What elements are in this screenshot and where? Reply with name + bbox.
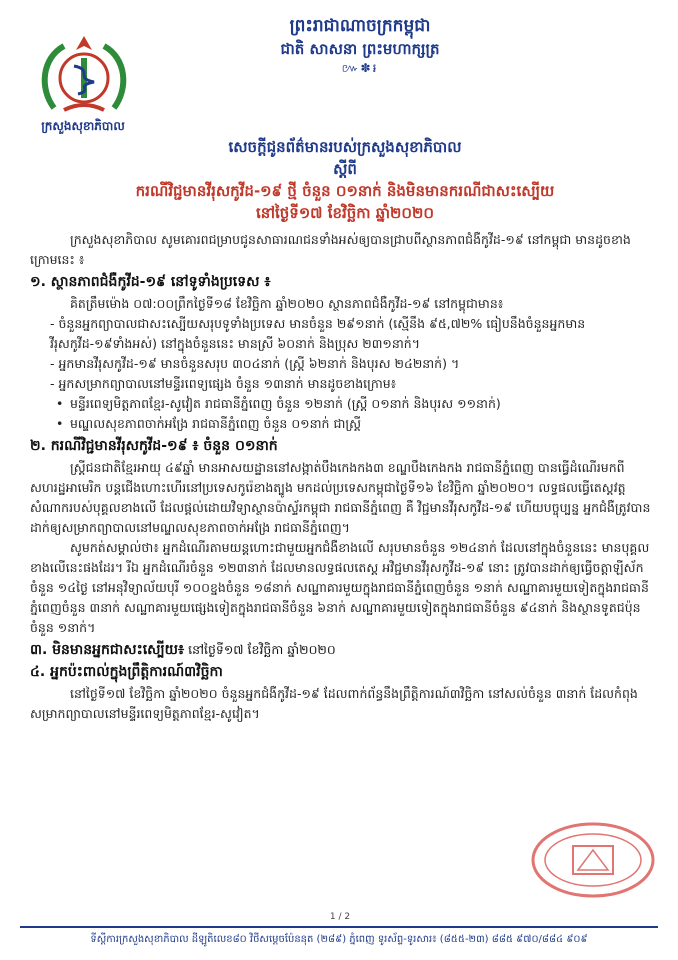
section-2-paragraph-2: សូមកត់សម្គាល់ថា៖ អ្នកដំណើរតាមយន្តហោះជាមួយអ្នកជំងឺខាងលើ សរុបមានចំនួន ១២៤នាក់ ដែលនៅក្នុងចំនួននេះ មានបុគ្គលខាងលើនេះផងដែរ។ រីឯ អ្នកដំណើរចំនួន ១២៣នាក់ ដែលមានលទ្ធផលតេស្ត អវិជ្ជមានវីរុសកូវីដ-១៩ នោះ ត្រូវបានដាក់ឲ្យធ្វើចត្តាឡីស័កចំនួន ១៤ថ្ងៃ នៅអនុវិទ្យាល័យបុរី ១០០ខ្នងចំនួន ១៨នាក់ សណ្ឋាគារមួយក្នុងរាជធានីភ្នំពេញចំនួន ១នាក់ សណ្ឋាគារមួយទៀតក្នុងរាជធានីភ្នំពេញចំនួន ៣នាក់ សណ្ឋាគារមួយផ្សេងទៀតក្នុងរាជធានីចំនួន ៦នាក់ សណ្ឋាគារមួយទៀតក្នុងរាជធានីចំនួន ៩៤នាក់ និងស្ថានទូតជប៉ុនចំនួន ១នាក់។ [30,540,650,635]
footer-divider [20,926,658,928]
kingdom-header [150,14,570,76]
section-4-paragraph: នៅថ្ងៃទី១៧ ខែវិច្ឆិកា ឆ្នាំ២០២០ ចំនួនអ្នកជំងឺកូវីដ-១៩ ដែលពាក់ព័ន្ធនឹងព្រឹត្តិការណ៍៣វិច្ឆិកា នៅសល់ចំនួន ៣នាក់ ដែលកំពុងសម្រាកព្យាបាលនៅមន្ទីរពេទ្យមិត្តភាពខ្មែរ-សូវៀត។ [30,686,638,721]
section-1-paragraph: គិតត្រឹមម៉ោង ០៧:០០ព្រឹកថ្ងៃទី១៨ ខែវិច្ឆិកា ឆ្នាំ២០២០ ស្ថានភាពជំងឺកូវីដ-១៩ នៅកម្ពុជាមាន៖ [70,296,504,311]
section-1-bullet-1: • មន្ទីរពេទ្យមិត្តភាពខ្មែរ-សូវៀត រាជធានីភ្នំពេញ ចំនួន ១២នាក់ (ស្ត្រី ០១នាក់ និងបុរស ១១នាក់) [30,394,656,414]
ministry-logo-icon [34,28,134,118]
section-1-line-1: - ចំនួនអ្នកព្យាបាលជាសះស្បើយសរុបទូទាំងប្រទេស មានចំនួន ២៩១នាក់ (ស្មើនឹង ៩៥,៧២% ធៀបនឹងចំនួនអ្នកមានវីរុសកូវីដ-១៩ទាំងអស់) នៅក្នុងចំនួននេះ មានស្រី ៦០នាក់ និងប្រុស ២៣១នាក់។ [50,316,586,351]
title-line-2: ស្តីពី [333,160,357,178]
section-2-paragraph-1: ស្ត្រីជនជាតិខ្មែរអាយុ ៤៩ឆ្នាំ មានអាសយដ្ឋាននៅសង្កាត់បឹងកេងកង៣ ខណ្ឌបឹងកេងកង រាជធានីភ្នំពេញ បានធ្វើដំណើរមកពីសហរដ្ឋអាមេរិក បន្តជើងហោះហើរនៅប្រទេសកូរ៉េខាងត្បូង មកដល់ប្រទេសកម្ពុជាថ្ងៃទី១៦ ខែវិច្ឆិកា ឆ្នាំ២០២០។ លទ្ធផលធ្វើតេស្តវត្តសំណាករបស់បុគ្គលខាងលើ ដែលផ្តល់ដោយវិទ្យាស្ថានប៉ាស្ទ័រកម្ពុជា រាជធានីភ្នំពេញ គឺ វិជ្ជមានវីរុសកូវីដ-១៩ ហើយបច្ចុប្បន្ន អ្នកជំងឺត្រូវបានដាក់ឲ្យសម្រាកព្យាបាលនៅមណ្ឌលសុខភាពចាក់អង្រែ រាជធានីភ្នំពេញ។ [30,460,651,535]
section-3-title: ៣. មិនមានអ្នកជាសះស្បើយ៖ [30,642,185,658]
section-3-heading [30,640,656,660]
footer-address: ទីស្តីការក្រសួងសុខាភិបាល ដីឡូតិលេខ៨០ វិថីសម្តេចប៉ែននុត (២៨៩) ភ្នំពេញ ទូរស័ព្ទ-ទូរសារ៖ (៨៥៥-២៣) ៨៨៥ ៩៧០/៨៨៤ ៩០៩ [90,934,588,945]
kingdom-motto: ជាតិ សាសនា ព្រះមហាក្សត្រ [280,40,440,58]
section-3-date: នៅថ្ងៃទី១៧ ខែវិច្ឆិកា ឆ្នាំ២០២០ [184,642,336,657]
section-1-heading: ១. ស្ថានភាពជំងឺកូវីដ-១៩ នៅទូទាំងប្រទេស ៖ [30,274,271,290]
title-line-4: នៅថ្ងៃទី១៧ ខែវិច្ឆិកា ឆ្នាំ២០២០ [255,204,435,222]
intro-paragraph: ក្រសួងសុខាភិបាល សូមគោរពជម្រាបជូនសាធារណជនទាំងអស់ឲ្យបានជ្រាបពីស្ថានភាពជំងឺកូវីដ-១៩ នៅកម្ពុជា មានដូចខាងក្រោមនេះ ៖ [30,232,631,267]
header-ornament: ៚✽៛ [341,61,379,75]
page-number: 1 / 2 [329,912,351,922]
document-titles [110,136,580,224]
title-line-3: ករណីវិជ្ជមានវីរុសកូវីដ-១៩ ថ្មី ចំនួន ០១នាក់ និងមិនមានករណីជាសះស្បើយ [135,182,555,200]
section-4-heading: ៤. អ្នកប៉ះពាល់ក្នុងព្រឹត្តិការណ៍៣វិច្ឆិកា [30,664,223,680]
section-1-bullet-2: • មណ្ឌលសុខភាពចាក់អង្រែ រាជធានីភ្នំពេញ ចំនួន ០១នាក់ ជាស្ត្រី [30,414,656,434]
ministry-name: ក្រសួងសុខាភិបាល [41,119,125,133]
title-line-1: សេចក្តីជូនព័ត៌មានរបស់ក្រសួងសុខាភិបាល [228,138,462,156]
section-2-heading: ២. ករណីវិជ្ជមានវីរុសកូវីដ-១៩ ៖ ចំនួន ០១នាក់ [30,438,278,454]
section-1-line-3: - អ្នកសម្រាកព្យាបាលនៅមន្ទីរពេទ្យផ្សេង ចំនួន ១៣នាក់ មានដូចខាងក្រោម៖ [50,376,397,391]
section-1-line-2: - អ្នកមានវីរុសកូវីដ-១៩ មានចំនួនសរុប ៣០៤នាក់ (ស្ត្រី ៦២នាក់ និងបុរស ២៤២នាក់) ។ [50,356,460,371]
official-stamp-icon [528,820,658,900]
kingdom-title: ព្រះរាជាណាចក្រកម្ពុជា [289,16,431,36]
document-body [30,230,656,724]
